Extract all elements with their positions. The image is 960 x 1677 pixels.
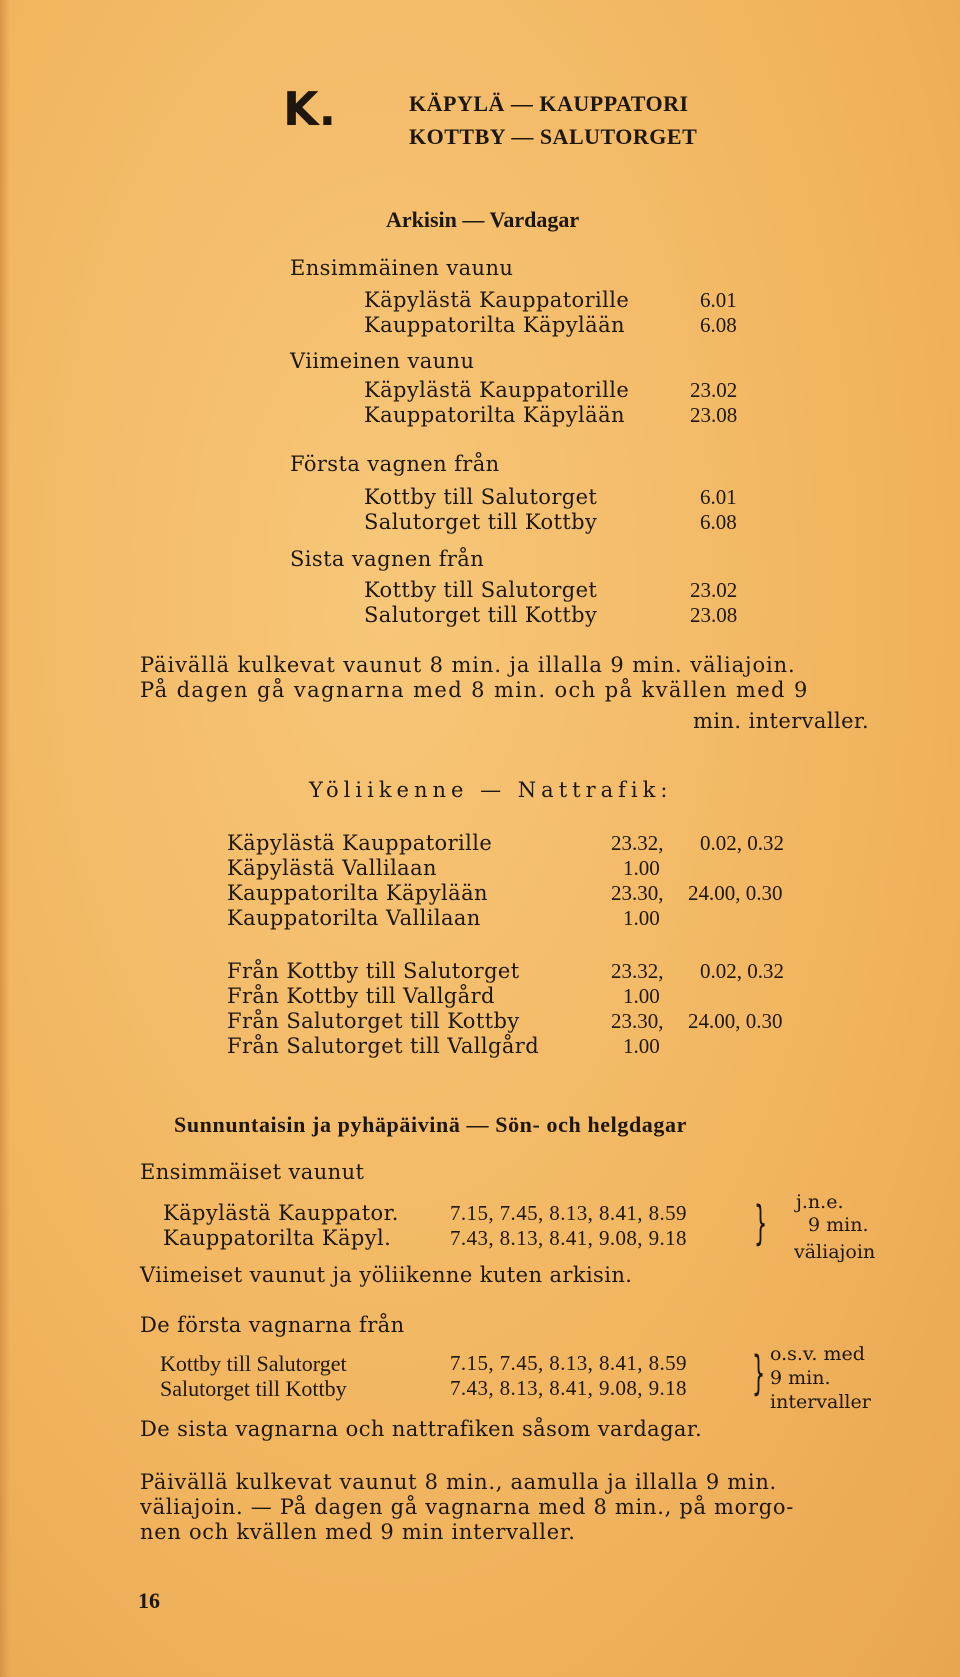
sunday-fi-brace: } — [754, 1196, 768, 1250]
route-title-fi: KÄPYLÄ — KAUPPATORI — [409, 91, 689, 116]
first-car-sv-route-2: Salutorget till Kottby — [364, 510, 598, 534]
night-sv-route-4: Från Salutorget till Vallgård — [227, 1034, 540, 1058]
sunday-sv-note-1: o.s.v. med — [770, 1343, 865, 1365]
night-sv-time-4: 1.00 — [623, 1034, 660, 1058]
first-car-fi-time-1: 6.01 — [700, 288, 737, 312]
last-car-sv-route-1: Kottby till Salutorget — [364, 578, 598, 602]
last-car-sv-route-2: Salutorget till Kottby — [364, 603, 598, 627]
night-sv-time-1a: 23.32, — [611, 959, 664, 983]
sunday-fi-route-1: Käpylästä Kauppator. — [163, 1201, 399, 1225]
last-car-sv-label: Sista vagnen från — [290, 547, 485, 571]
first-car-sv-time-2: 6.08 — [700, 510, 737, 534]
night-fi-time-3b: 24.00, 0.30 — [688, 881, 783, 905]
night-fi-route-2: Käpylästä Vallilaan — [227, 856, 437, 880]
sunday-fi-note-1: j.n.e. — [796, 1191, 844, 1213]
last-car-fi-time-2: 23.08 — [690, 403, 738, 427]
line-letter: K. — [283, 82, 337, 136]
night-fi-time-1a: 23.32, — [611, 831, 664, 855]
night-fi-route-3: Kauppatorilta Käpylään — [227, 881, 488, 905]
night-fi-time-2: 1.00 — [623, 856, 660, 880]
night-fi-route-1: Käpylästä Kauppatorille — [227, 831, 493, 855]
sunday-fi-times-1: 7.15, 7.45, 8.13, 8.41, 8.59 — [450, 1201, 687, 1225]
sunday-fi-last: Viimeiset vaunut ja yöliikenne kuten arkisin. — [140, 1263, 633, 1287]
first-car-sv-label: Första vagnen från — [290, 452, 500, 476]
weekday-interval-sv-line1: På dagen gå vagnarna med 8 min. och på kvällen med 9 — [140, 678, 809, 702]
sunday-fi-note-3: väliajoin — [794, 1241, 876, 1263]
sunday-sv-times-2: 7.43, 8.13, 8.41, 9.08, 9.18 — [450, 1376, 687, 1400]
night-fi-time-3a: 23.30, — [611, 881, 664, 905]
first-car-sv-route-1: Kottby till Salutorget — [364, 485, 598, 509]
route-title-sv: KOTTBY — SALUTORGET — [409, 124, 698, 149]
sunday-first-fi-label: Ensimmäiset vaunut — [140, 1160, 365, 1184]
first-car-sv-time-1: 6.01 — [700, 485, 737, 509]
first-car-fi-label: Ensimmäinen vaunu — [290, 256, 514, 280]
sunday-interval-line3: nen och kvällen med 9 min intervaller. — [140, 1520, 576, 1544]
weekdays-heading: Arkisin — Vardagar — [386, 207, 580, 232]
weekday-interval-sv-line2: min. intervaller. — [693, 709, 870, 733]
night-sv-time-3b: 24.00, 0.30 — [688, 1009, 783, 1033]
night-fi-route-4: Kauppatorilta Vallilaan — [227, 906, 481, 930]
night-sv-time-3a: 23.30, — [611, 1009, 664, 1033]
last-car-fi-route-2: Kauppatorilta Käpylään — [364, 403, 625, 427]
sunday-interval-line1: Päivällä kulkevat vaunut 8 min., aamulla ja illalla 9 min. — [140, 1470, 777, 1494]
night-sv-route-1: Från Kottby till Salutorget — [227, 959, 520, 983]
sunday-sv-route-1: Kottby till Salutorget — [160, 1351, 347, 1376]
sunday-heading: Sunnuntaisin ja pyhäpäivinä — Sön- och helgdagar — [174, 1112, 687, 1137]
last-car-fi-label: Viimeinen vaunu — [290, 349, 475, 373]
sunday-sv-last: De sista vagnarna och nattrafiken såsom vardagar. — [140, 1417, 703, 1441]
night-sv-route-3: Från Salutorget till Kottby — [227, 1009, 520, 1033]
sunday-fi-route-2: Kauppatorilta Käpyl. — [163, 1226, 392, 1250]
page-edge-shadow — [0, 0, 10, 1677]
sunday-sv-times-1: 7.15, 7.45, 8.13, 8.41, 8.59 — [450, 1351, 687, 1375]
night-fi-time-4: 1.00 — [623, 906, 660, 930]
night-sv-time-2: 1.00 — [623, 984, 660, 1008]
sunday-interval-line2: väliajoin. — På dagen gå vagnarna med 8 min., på morgo- — [140, 1495, 795, 1519]
sunday-sv-route-2: Salutorget till Kottby — [160, 1376, 347, 1401]
sunday-sv-note-2: 9 min. — [770, 1367, 831, 1389]
sunday-fi-note-2: 9 min. — [808, 1214, 869, 1236]
sunday-fi-times-2: 7.43, 8.13, 8.41, 9.08, 9.18 — [450, 1226, 687, 1250]
night-sv-route-2: Från Kottby till Vallgård — [227, 984, 495, 1008]
last-car-fi-time-1: 23.02 — [690, 378, 738, 402]
night-sv-time-1b: 0.02, 0.32 — [700, 959, 784, 983]
night-fi-time-1b: 0.02, 0.32 — [700, 831, 784, 855]
page-number: 16 — [138, 1588, 160, 1613]
last-car-sv-time-1: 23.02 — [690, 578, 738, 602]
weekday-interval-fi: Päivällä kulkevat vaunut 8 min. ja illalla 9 min. väliajoin. — [140, 653, 796, 677]
last-car-sv-time-2: 23.08 — [690, 603, 738, 627]
sunday-sv-note-3: intervaller — [770, 1391, 871, 1413]
first-car-fi-route-2: Kauppatorilta Käpylään — [364, 313, 625, 337]
night-heading: Yöliikenne — Nattrafik: — [309, 778, 673, 802]
sunday-sv-brace: } — [752, 1346, 766, 1400]
first-car-fi-time-2: 6.08 — [700, 313, 737, 337]
last-car-fi-route-1: Käpylästä Kauppatorille — [364, 378, 630, 402]
sunday-first-sv-label: De första vagnarna från — [140, 1313, 405, 1337]
first-car-fi-route-1: Käpylästä Kauppatorille — [364, 288, 630, 312]
